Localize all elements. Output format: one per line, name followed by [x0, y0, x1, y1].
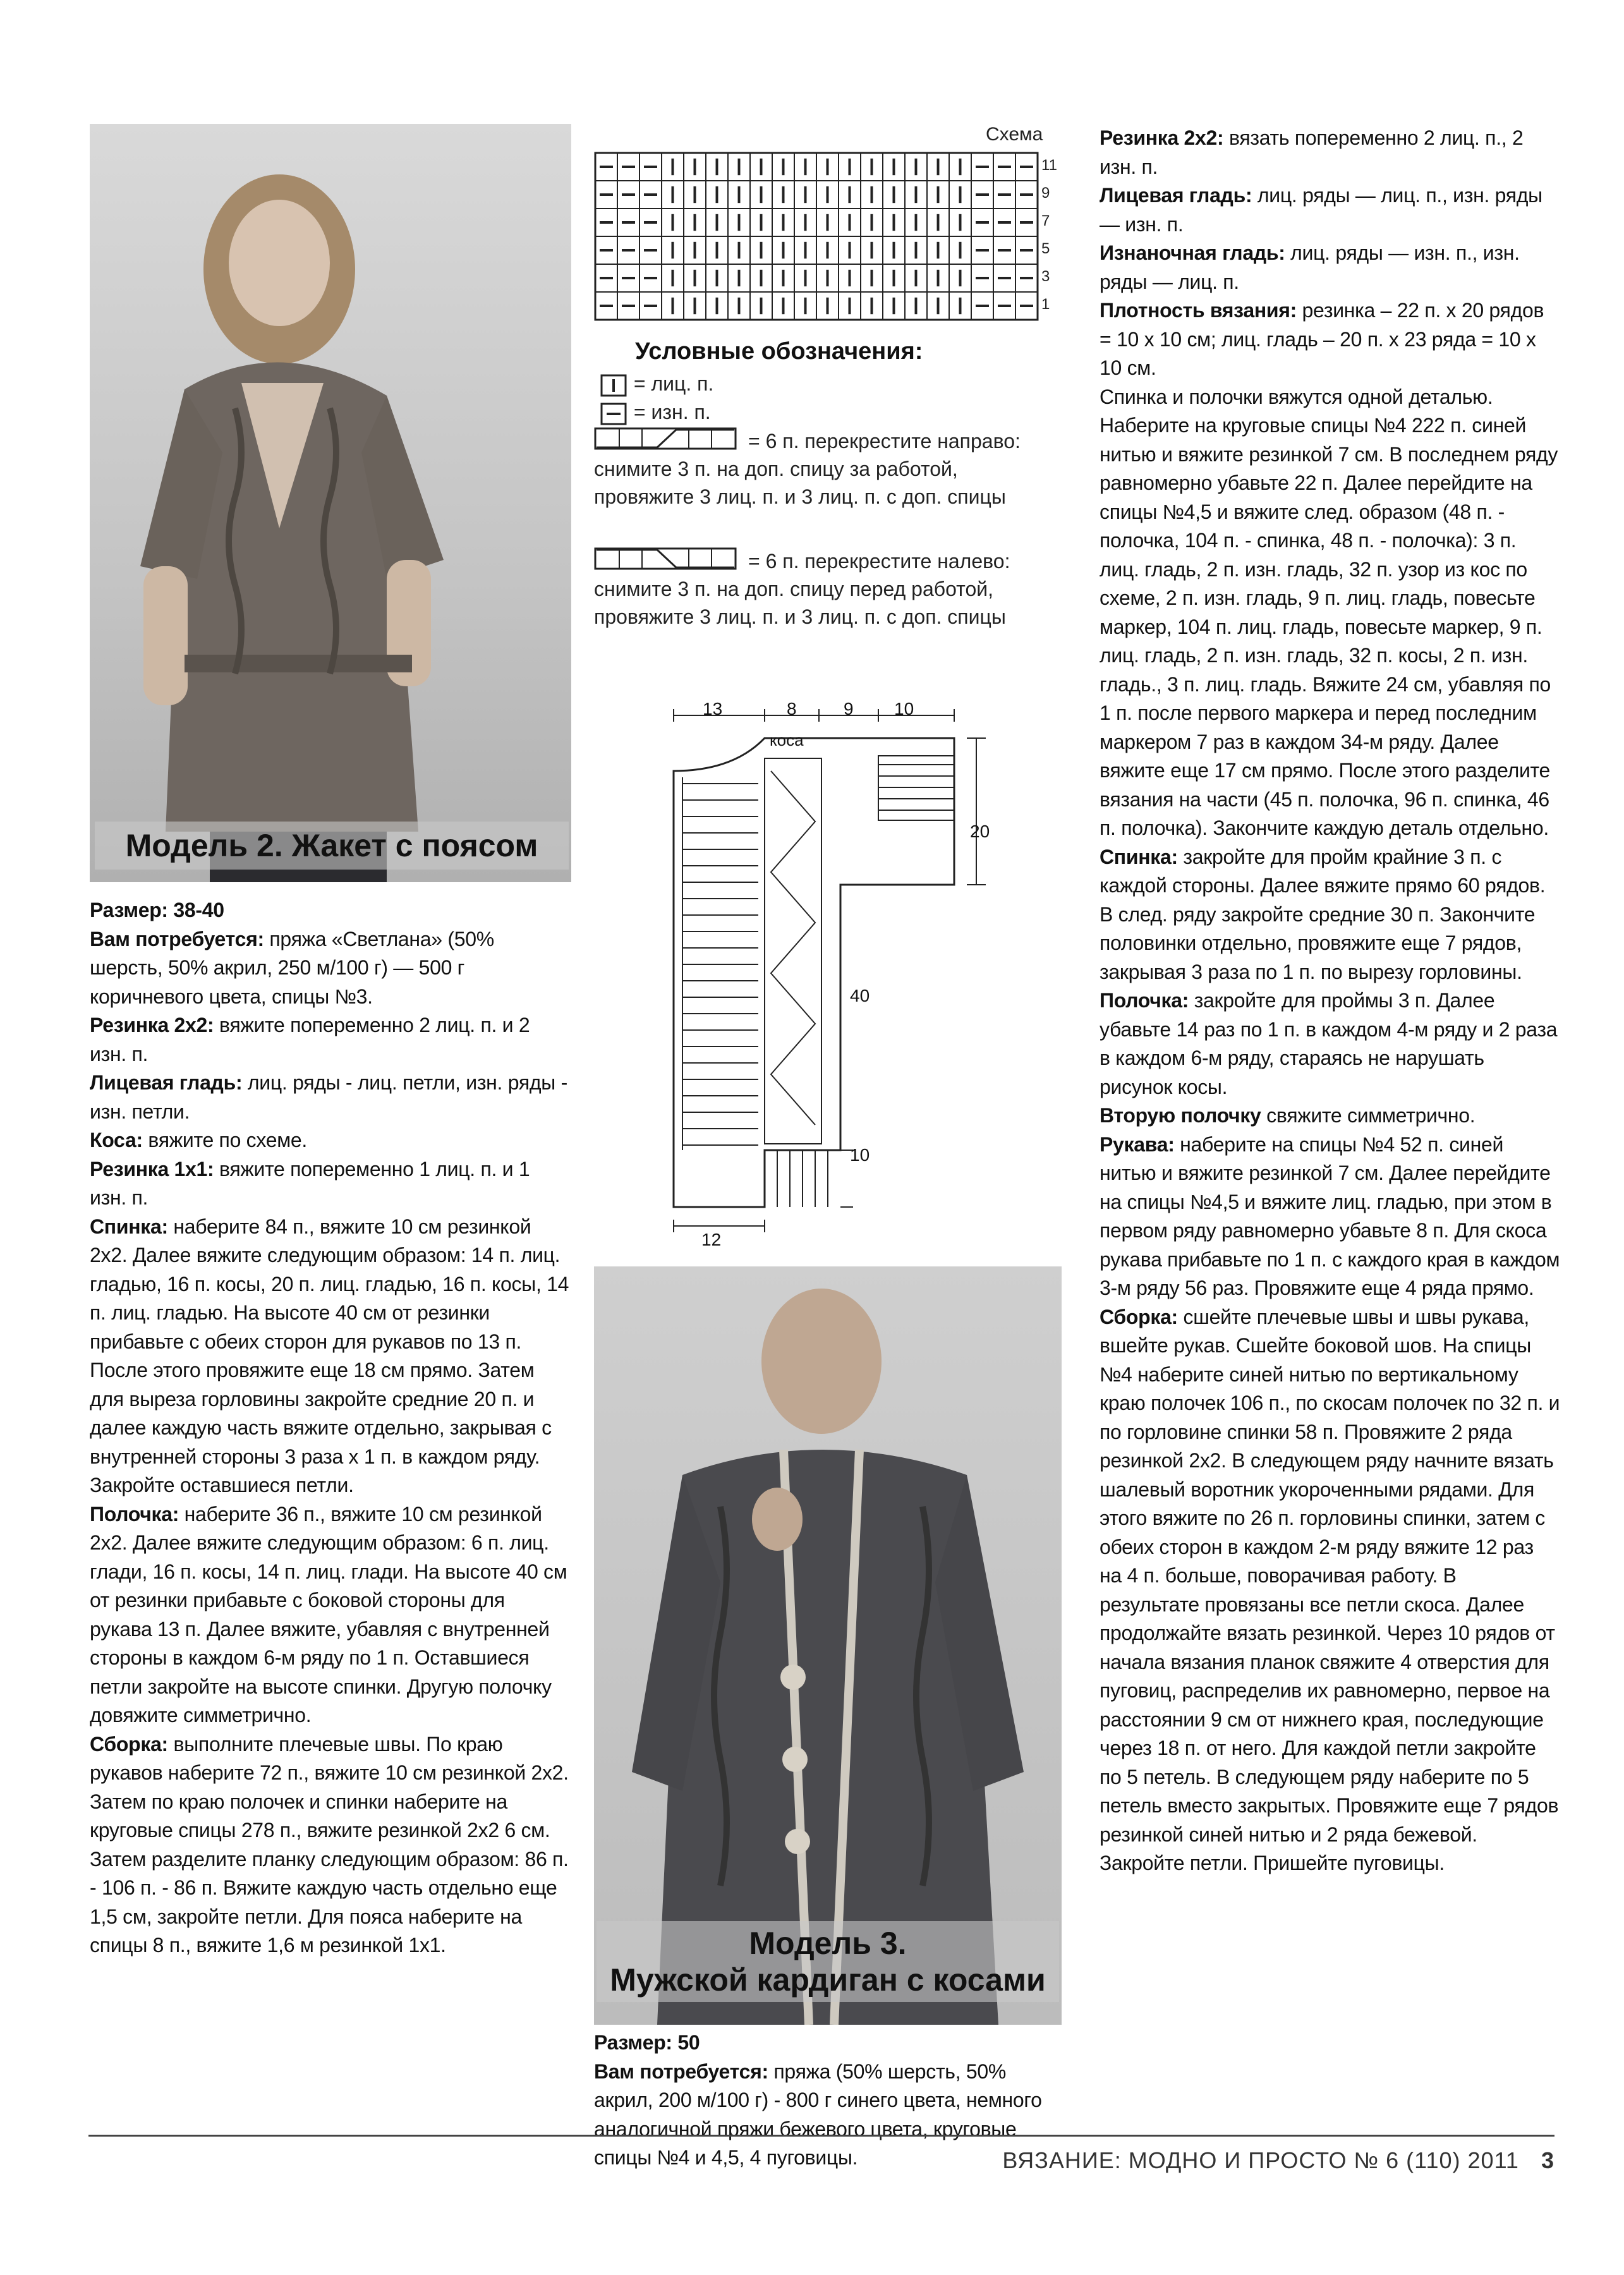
m3-front-label: Полочка: [1100, 989, 1189, 1012]
model2-caption: Модель 2. Жакет с поясом [95, 822, 569, 870]
m3-rev-text: лиц. ряды — изн. п., изн. ряды — лиц. п. [1100, 241, 1520, 293]
front-label: Полочка: [90, 1502, 179, 1526]
schematic-label: 40 [850, 986, 870, 1005]
cable-chart [594, 152, 1062, 322]
model3-photo [594, 1266, 1062, 2025]
m3-assembly-label: Сборка: [1100, 1305, 1178, 1328]
row-number: 7 [1041, 212, 1050, 229]
cable-panel-label: коса [770, 731, 804, 749]
m3-front-text: закройте для проймы 3 п. Далее убавьте 14 раз по 1 п. в каждом 4-м ряду и 2 раза в каждом 6-м ряду, стараясь не нарушать рисунок косы. [1100, 989, 1558, 1098]
m3-front2-label: Вторую полочку [1100, 1104, 1261, 1127]
assembly-label: Сборка: [90, 1732, 168, 1756]
cross-left-symbol-icon [594, 547, 739, 570]
needs-label: Вам потребуется: [90, 927, 264, 950]
needs-text: пряжа «Светлана» (50% шерсть, 50% акрил, 250 м/100 г) — 500 г коричневого цвета, спицы №3. [90, 927, 494, 1008]
page-number: 3 [1541, 2147, 1554, 2173]
legend-title: Условные обозначения: [635, 338, 923, 365]
m3-assembly-text: сшейте плечевые швы и швы рукава, вшейте рукав. Сшейте боковой шов. На спицы №4 наберите синей нитью по вертикальному краю полочек 106 п., по скосам полочек по 32 п. и по горловине спинки 58 п. Провяжите 2 ряда резинкой 2х2. В следующем ряду начните вязать шалевый воротник укороченными рядами. Для этого вяжите по 26 п. горловины спинки, затем с обеих сторон в каждом 2-м ряду вяжите 12 раз на 4 п. больше, поворачивая работу. В результате провязаны все петли скоса. Далее продолжайте вязать резинкой. Через 10 рядов от начала вязания планок свяжите 4 отверстия для пуговиц, распределив их равномерно, первое на расстоянии 9 см от нижнего края, последующие через 18 п. от него. Для каждой петли закройте по 5 петель. В следующем ряду наберите по 5 петель вместо закрытых. Провяжите еще 7 рядов резинкой синей нитью и 2 ряда бежевой. Закройте петли. Пришейте пуговицы. [1100, 1305, 1560, 1874]
knit-symbol-icon [600, 374, 628, 397]
m3-sleeves-label: Рукава: [1100, 1132, 1175, 1156]
footer-rule [88, 2135, 1554, 2137]
footer [1002, 2147, 1554, 2174]
assembly-text: выполните плечевые швы. По краю рукавов наберите 72 п., вяжите 10 см резинкой 2х2. Затем по краю полочек и спинки наберите на круговые спицы 278 п., вяжите резинкой 2х2 6 см. Затем разделите планку следующим образом: 86 п. - 106 п. - 86 п. Вяжите каждую часть отдельно еще 1,5 см, закройте петли. Для пояса наберите на спицы 8 п., вяжите 1,6 м резинкой 1х1. [90, 1732, 569, 1956]
rib11-label: Резинка 1х1: [90, 1157, 214, 1180]
garment-schematic [657, 695, 1011, 1251]
model3-caption [597, 1921, 1059, 2002]
size-value: 38-40 [173, 899, 224, 921]
m3-body-text: Спинка и полочки вяжутся одной деталью. Наберите на круговые спицы №4 222 п. синей нитью и вяжите резинкой 7 см. В последнем ряду равномерно убавьте 22 п. Далее перейдите на спицы №4,5 и вяжите след. образом (48 п. - полочка, 104 п. - спинка, 48 п. - полочка): 3 п. лиц. гладь, 2 п. изн. гладь, 32 п. узор из кос по схеме, 2 п. изн. гладь, 9 п. лиц. гладь, повесьте маркер, 104 п. лиц. гладь, повесьте маркер, 9 п. лиц. гладь, 2 п. изн. гладь, 32 п. косы, 2 п. изн. гладь., 3 п. лиц. гладь. Вяжите 24 см, убавляя по 1 п. после первого маркера и перед последним маркером 7 раз в каждом 34-м ряду. Далее вяжите еще 17 см прямо. После этого разделите вязания на части (45 п. полочка, 96 п. спинка, 46 п. полочка). Закончите каждую деталь отдельно. [1100, 385, 1558, 839]
schematic-label: 8 [787, 699, 797, 719]
m3-back-text: закройте для пройм крайние 3 п. с каждой стороны. Далее вяжите прямо 60 рядов. В след. ряду закройте средние 30 п. Закончите половинки отдельно, провяжите еще 7 рядов, закрывая 3 раза по 1 п. по вырезу горловины. [1100, 845, 1546, 983]
schematic-label: 10 [850, 1145, 870, 1165]
man-in-cardigan-illustration [594, 1266, 1062, 2025]
row-number: 1 [1041, 296, 1050, 313]
column-right [1100, 124, 1561, 1878]
cable-text: вяжите по схеме. [148, 1129, 307, 1151]
chart-row-numbers [1041, 152, 1067, 318]
stockinette-label: Лицевая гладь: [90, 1071, 243, 1094]
back-text: наберите 84 п., вяжите 10 см резинкой 2х2. Далее вяжите следующим образом: 14 п. лиц. гладью, 16 п. косы, 20 п. лиц. гладью, 16 п. косы, 14 п. лиц. гладью. На высоте 40 см от резинки прибавьте с обеих сторон для рукавов по 13 п. После этого провяжите еще 18 см прямо. Затем для выреза горловины закройте средние 20 п. и далее каждую часть вяжите отдельно, закрывая с внутренней стороны 3 раза х 1 п. в каждом ряду. Закройте оставшиеся петли. [90, 1215, 569, 1496]
woman-in-jacket-illustration [90, 124, 571, 882]
size-label: Размер: [90, 899, 168, 921]
m3-gauge-label: Плотность вязания: [1100, 299, 1297, 322]
rib22-label: Резинка 2х2: [90, 1014, 214, 1036]
m3-gauge-text: резинка – 22 п. х 20 рядов = 10 х 10 см; лиц. гладь – 20 п. х 23 ряда = 10 х 10 см. [1100, 299, 1544, 379]
column-middle-bottom [594, 2029, 1062, 2173]
model3-caption-line2: Мужской кардиган с косами [610, 1962, 1046, 1998]
cable-label: Коса: [90, 1129, 143, 1151]
legend-cross-right: = 6 п. перекрестите направо: снимите 3 п. на доп. спицу за работой, провяжите 3 лиц. п. и 3 лиц. п. с доп. спицы [594, 427, 1062, 511]
front-text: наберите 36 п., вяжите 10 см резинкой 2х2. Далее вяжите следующим образом: 6 п. лиц. глади, 16 п. косы, 14 п. лиц. глади. На высоте 40 см от резинки прибавьте с боковой стороны для рукава 13 п. Далее вяжите, убавляя с внутренней стороны в каждом 6-м ряду по 1 п. Оставшиеся петли закройте на высоте спинки. Другую полочку довяжите симметрично. [90, 1502, 567, 1726]
m3-stock-text: лиц. ряды — лиц. п., изн. ряды — изн. п. [1100, 184, 1542, 236]
stockinette-text: лиц. ряды - лиц. петли, изн. ряды - изн. петли. [90, 1071, 567, 1123]
legend-knit: = лиц. п. [600, 370, 713, 397]
m3-needs-text: пряжа (50% шерсть, 50% акрил, 200 м/100 г) - 800 г синего цвета, немного аналогичной пряжи бежевого цвета, круговые спицы №4 и 4,5, 4 пуговицы. [594, 2060, 1042, 2169]
legend-purl: = изн. п. [600, 398, 711, 426]
legend-cross-left: = 6 п. перекрестите налево: снимите 3 п. на доп. спицу перед работой, провяжите 3 лиц. п. и 3 лиц. п. с доп. спицы [594, 547, 1062, 631]
purl-symbol-icon [600, 403, 628, 425]
m3-size-value: 50 [677, 2031, 700, 2054]
row-number: 3 [1041, 268, 1050, 285]
m3-sleeves-text: наберите на спицы №4 52 п. синей нитью и вяжите резинкой 7 см. Далее перейдите на спицы №4,5 и вяжите лиц. гладью, при этом в первом ряду равномерно убавьте 8 п. Для скоса рукава прибавьте по 1 п. с каждого края в каждом 3-м ряду 56 раз. Провяжите еще 4 ряда прямо. [1100, 1132, 1560, 1299]
model2-photo [90, 124, 571, 882]
m3-needs-label: Вам потребуется: [594, 2060, 768, 2083]
rib11-text: вяжите попеременно 1 лиц. п. и 1 изн. п. [90, 1157, 530, 1209]
m3-back-label: Спинка: [1100, 845, 1178, 868]
rib22-text: вяжите попеременно 2 лиц. п. и 2 изн. п. [90, 1014, 530, 1065]
row-number: 5 [1041, 240, 1050, 257]
m3-stock-label: Лицевая гладь: [1100, 184, 1252, 207]
m3-rev-label: Изнаночная гладь: [1100, 241, 1285, 264]
column-left [90, 896, 570, 1960]
schematic-label: 20 [970, 822, 990, 841]
schematic-label: 9 [844, 699, 854, 719]
magazine-title: ВЯЗАНИЕ: МОДНО И ПРОСТО № 6 (110) 2011 [1002, 2147, 1519, 2173]
schematic-label: 10 [894, 699, 914, 719]
schematic-label: 12 [701, 1230, 722, 1249]
row-number: 11 [1041, 157, 1057, 174]
cross-right-symbol-icon [594, 427, 739, 450]
back-label: Спинка: [90, 1215, 168, 1238]
schematic-label: 13 [703, 699, 723, 719]
chart-title: Схема [986, 124, 1043, 145]
m3-front2-text: свяжите симметрично. [1266, 1104, 1476, 1127]
m3-rib-text: вязать попеременно 2 лиц. п., 2 изн. п. [1100, 126, 1524, 178]
m3-size-label: Размер: [594, 2031, 672, 2054]
model3-caption-line1: Модель 3. [749, 1926, 907, 1961]
m3-rib-label: Резинка 2х2: [1100, 126, 1224, 149]
row-number: 9 [1041, 185, 1050, 202]
